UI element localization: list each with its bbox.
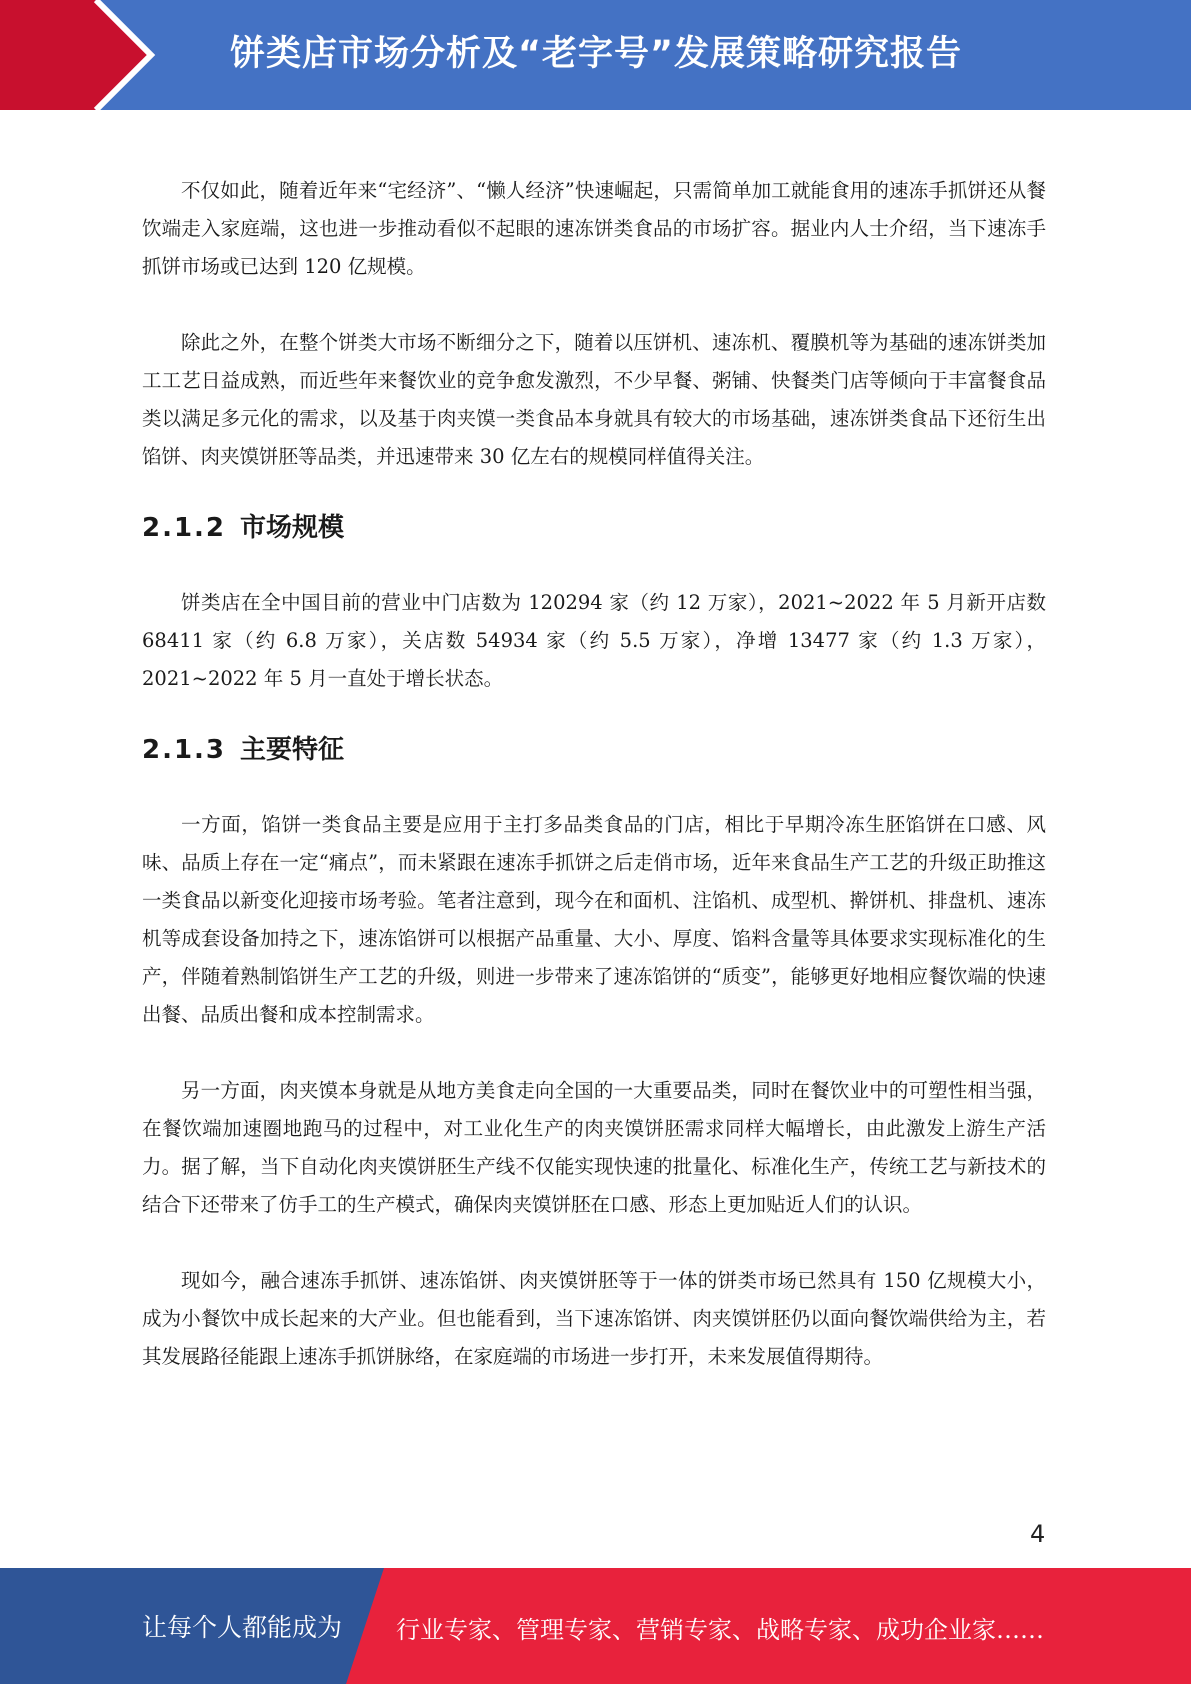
section-heading-2-1-3 (142, 730, 1046, 770)
header-title: 饼类店市场分析及“老字号”发展策略研究报告 (230, 34, 963, 74)
paragraph-2: 除此之外，在整个饼类大市场不断细分之下，随着以压饼机、速冻机、覆膜机等为基础的速冻饼类加工工艺日益成熟，而近些年来餐饮业的竞争愈发激烈，不少早餐、粥铺、快餐类门店等倾向于丰富餐食品类以满足多元化的需求，以及基于肉夹馍一类食品本身就具有较大的市场基础，速冻饼类食品下还衍生出馅饼、肉夹馍饼胚等品类，并迅速带来 30 亿左右的规模同样值得关注。 (142, 331, 1046, 468)
paragraph-4: 一方面，馅饼一类食品主要是应用于主打多品类食品的门店，相比于早期冷冻生胚馅饼在口感、风味、品质上存在一定“痛点”，而未紧跟在速冻手抓饼之后走俏市场，近年来食品生产工艺的升级正助推这一类食品以新变化迎接市场考验。笔者注意到，现今在和面机、注馅机、成型机、擀饼机、排盘机、速冻机等成套设备加持之下，速冻馅饼可以根据产品重量、大小、厚度、馅料含量等具体要求实现标准化的生产，伴随着熟制馅饼生产工艺的升级，则进一步带来了速冻馅饼的“质变”，能够更好地相应餐饮端的快速出餐、品质出餐和成本控制需求。 (142, 813, 1046, 1026)
page-number: 4 (1030, 1520, 1046, 1548)
page-footer (0, 1568, 1191, 1684)
section-number: 2.1.3 (142, 735, 227, 765)
paragraph-1: 不仅如此，随着近年来“宅经济”、“懒人经济”快速崛起，只需简单加工就能食用的速冻手抓饼还从餐饮端走入家庭端，这也进一步推动看似不起眼的速冻饼类食品的市场扩容。据业内人士介绍，当下速冻手抓饼市场或已达到 120 亿规模。 (142, 179, 1046, 278)
footer-slogan-right: 行业专家、管理专家、营销专家、战略专家、成功企业家…… (396, 1616, 1044, 1644)
page-header (0, 0, 1191, 110)
section-title: 市场规模 (240, 513, 345, 543)
paragraph-6: 现如今，融合速冻手抓饼、速冻馅饼、肉夹馍饼胚等于一体的饼类市场已然具有 150 亿规模大小，成为小餐饮中成长起来的大产业。但也能看到，当下速冻馅饼、肉夹馍饼胚仍以面向餐饮端供给为主，若其发展路径能跟上速冻手抓饼脉络，在家庭端的市场进一步打开，未来发展值得期待。 (142, 1269, 1046, 1368)
footer-slogan-left: 让每个人都能成为 (142, 1613, 343, 1642)
paragraph-5: 另一方面，肉夹馍本身就是从地方美食走向全国的一大重要品类，同时在餐饮业中的可塑性相当强，在餐饮端加速圈地跑马的过程中，对工业化生产的肉夹馍饼胚需求同样大幅增长，由此激发上游生产活力。据了解，当下自动化肉夹馍饼胚生产线不仅能实现快速的批量化、标准化生产，传统工艺与新技术的结合下还带来了仿手工的生产模式，确保肉夹馍饼胚在口感、形态上更加贴近人们的认识。 (142, 1079, 1046, 1216)
main-content (142, 172, 1046, 1376)
section-heading-2-1-2 (142, 508, 1046, 548)
section-number: 2.1.2 (142, 513, 227, 543)
paragraph-3: 饼类店在全中国目前的营业中门店数为 120294 家（约 12 万家），2021~2022 年 5 月新开店数 68411 家（约 6.8 万家），关店数 54934 家（约 5.5 万家），净增 13477 家（约 1.3 万家），2021~2022 年 5 月一直处于增长状态。 (142, 591, 1046, 690)
section-title: 主要特征 (240, 735, 345, 765)
